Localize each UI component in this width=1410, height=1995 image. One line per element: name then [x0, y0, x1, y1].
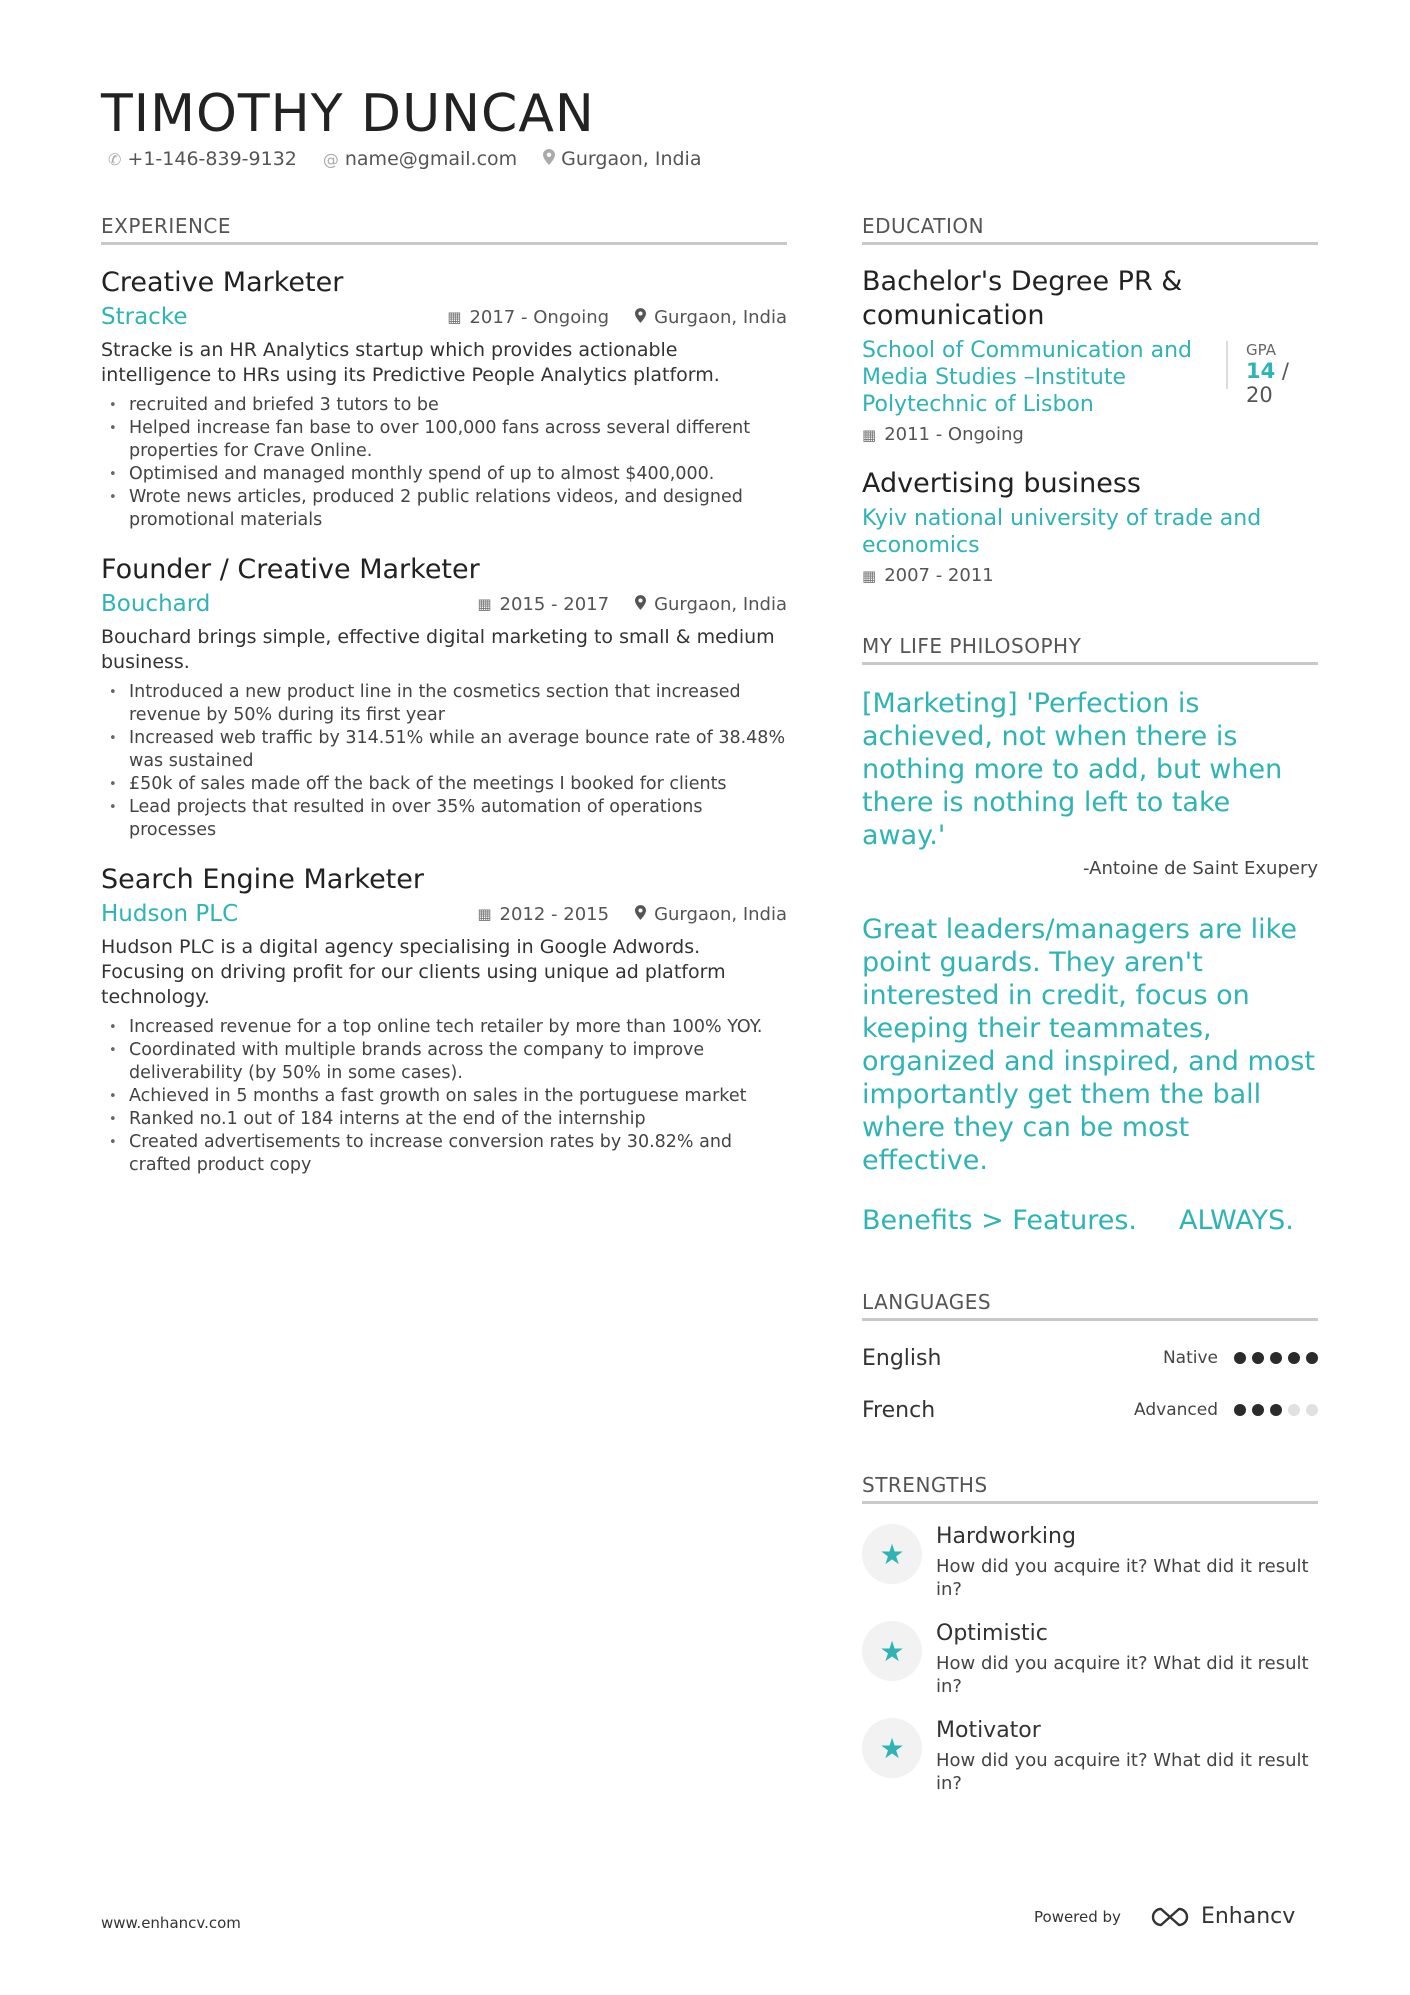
star-icon: ★ [862, 1718, 922, 1778]
at-icon: @ [322, 149, 339, 169]
enhancv-logo-icon [1147, 1906, 1193, 1928]
candidate-name: TIMOTHY DUNCAN [101, 84, 595, 144]
job-bullet: • Ranked no.1 out of 184 interns at the end of the internship [101, 1108, 787, 1131]
strength-description: How did you acquire it? What did it result in? [936, 1653, 1309, 1697]
location-pin-icon [635, 905, 646, 924]
experience-heading: EXPERIENCE [101, 214, 787, 245]
job-bullet: • Created advertisements to increase conversion rates by 30.82% and crafted product copy [101, 1131, 787, 1177]
job-title: Founder / Creative Marketer [101, 554, 480, 585]
job-bullets [101, 394, 787, 532]
strength-title: Hardworking [936, 1524, 1076, 1549]
job-bullet: • £50k of sales made off the back of the meetings I booked for clients [101, 773, 787, 796]
rating-dot-filled [1234, 1404, 1246, 1416]
strength-description: How did you acquire it? What did it result in? [936, 1556, 1309, 1600]
star-icon: ★ [862, 1524, 922, 1584]
company-name: Stracke [101, 304, 188, 330]
job-bullets [101, 1016, 787, 1177]
calendar-icon: ▦ [477, 595, 492, 613]
brand-name: Enhancv [1200, 1904, 1296, 1929]
strength-description: How did you acquire it? What did it result in? [936, 1750, 1309, 1794]
company-name: Bouchard [101, 591, 211, 617]
rating-dot-filled [1234, 1352, 1246, 1364]
language-level: Advanced [1134, 1400, 1218, 1420]
contact-phone [108, 148, 297, 170]
powered-by-text: Powered by [1034, 1907, 1121, 1926]
gpa-label: GPA [1246, 341, 1276, 359]
job-bullet: • Coordinated with multiple brands across the company to improve deliverability (by 50% in some cases). [101, 1039, 787, 1085]
job-description: Hudson PLC is a digital agency specialising in Google Adwords. Focusing on driving profit for our clients using unique ad platform technology. [101, 936, 726, 1008]
job-description: Stracke is an HR Analytics startup which provides actionable intelligence to HRs using its Predictive People Analytics platform. [101, 339, 720, 386]
strength-item [862, 1524, 1318, 1601]
job-bullet: • Helped increase fan base to over 100,000 fans across several different properties for Crave Online. [101, 417, 787, 463]
calendar-icon: ▦ [477, 905, 492, 923]
language-row [862, 1395, 1318, 1425]
philosophy-motto [862, 1205, 1318, 1236]
location-pin-icon [635, 595, 646, 614]
rating-dot-filled [1270, 1404, 1282, 1416]
footer-branding [1034, 1904, 1295, 1929]
job-dates: 2012 - 2015 [499, 903, 610, 925]
job-bullet: • Optimised and managed monthly spend of up to almost $400,000. [101, 463, 787, 486]
location-pin-icon [635, 308, 646, 327]
quote-author: -Antoine de Saint Exupery [1083, 858, 1318, 879]
language-name: English [862, 1345, 942, 1371]
enhancv-logo[interactable] [1147, 1904, 1295, 1929]
footer-website-link[interactable]: www.enhancv.com [101, 1914, 241, 1932]
left-column [101, 214, 787, 1177]
contact-email [323, 148, 517, 170]
strength-title: Motivator [936, 1718, 1041, 1743]
job-bullet: • Wrote news articles, produced 2 public relations videos, and designed promotional materials [101, 486, 787, 532]
language-name: French [862, 1397, 936, 1423]
strength-title: Optimistic [936, 1621, 1048, 1646]
education-dates: 2007 - 2011 [884, 565, 994, 586]
language-row [862, 1343, 1318, 1373]
phone-icon: ✆ [108, 149, 122, 169]
degree-title: Advertising business [862, 468, 1141, 499]
philosophy-quote: Great leaders/managers are like point guards. They aren't interested in credit, focus on keeping their teammates, organized and inspired, and most importantly get them the ball where they can be most effective. [862, 914, 1315, 1176]
location-pin-icon [543, 149, 555, 169]
job-meta [101, 304, 787, 330]
rating-dot-filled [1288, 1352, 1300, 1364]
language-level: Native [1162, 1348, 1218, 1368]
contact-location [543, 148, 701, 170]
job-dates: 2017 - Ongoing [469, 306, 610, 328]
job-bullet: • Introduced a new product line in the cosmetics section that increased revenue by 50% during its first year [101, 681, 787, 727]
job-bullet: • Increased web traffic by 314.51% while an average bounce rate of 38.48% was sustained [101, 727, 787, 773]
contact-bar [108, 148, 701, 170]
email-text: name@gmail.com [344, 148, 518, 170]
job-location: Gurgaon, India [654, 593, 787, 615]
job-entry [101, 554, 787, 842]
languages-heading: LANGUAGES [862, 1290, 1318, 1321]
phone-text: +1-146-839-9132 [127, 148, 297, 170]
job-location: Gurgaon, India [654, 903, 787, 925]
star-icon: ★ [862, 1621, 922, 1681]
rating-dot-filled [1306, 1352, 1318, 1364]
strengths-heading: STRENGTHS [862, 1473, 1318, 1504]
job-meta [101, 591, 787, 617]
gpa-max: / 20 [1246, 359, 1289, 407]
philosophy-heading: MY LIFE PHILOSOPHY [862, 634, 1318, 665]
gpa-block [1226, 341, 1318, 407]
strength-item [862, 1718, 1318, 1795]
calendar-icon: ▦ [447, 308, 462, 326]
rating-dot-filled [1252, 1352, 1264, 1364]
strength-item [862, 1621, 1318, 1698]
location-text: Gurgaon, India [561, 148, 702, 170]
gpa-value: 14 [1246, 359, 1276, 383]
job-description: Bouchard brings simple, effective digital marketing to small & medium business. [101, 626, 775, 673]
philosophy-quote: [Marketing] 'Perfection is achieved, not when there is nothing more to add, but when there is nothing left to take away.' [862, 688, 1283, 851]
right-column [862, 214, 1318, 1795]
motto-part: ALWAYS. [1178, 1205, 1294, 1236]
education-entry [862, 265, 1318, 445]
job-bullet: • Achieved in 5 months a fast growth on sales in the portuguese market [101, 1085, 787, 1108]
rating-dot-filled [1270, 1352, 1282, 1364]
job-bullet: • Lead projects that resulted in over 35% automation of operations processes [101, 796, 787, 842]
rating-dot-empty [1288, 1404, 1300, 1416]
job-meta [101, 901, 787, 927]
job-bullet: • recruited and briefed 3 tutors to be [101, 394, 787, 417]
school-name: School of Communication and Media Studies –Institute Polytechnic of Lisbon [862, 338, 1193, 417]
rating-dot-empty [1306, 1404, 1318, 1416]
job-location: Gurgaon, India [654, 306, 787, 328]
job-entry [101, 267, 787, 532]
language-rating [1234, 1352, 1318, 1364]
job-entry [101, 864, 787, 1177]
rating-dot-filled [1252, 1404, 1264, 1416]
language-rating [1234, 1404, 1318, 1416]
calendar-icon: ▦ [862, 566, 877, 585]
school-name: Kyiv national university of trade and economics [862, 506, 1262, 558]
calendar-icon: ▦ [862, 425, 877, 444]
job-bullets [101, 681, 787, 842]
company-name: Hudson PLC [101, 901, 239, 927]
job-title: Creative Marketer [101, 267, 344, 298]
job-bullet: • Increased revenue for a top online tech retailer by more than 100% YOY. [101, 1016, 787, 1039]
education-dates: 2011 - Ongoing [884, 424, 1024, 445]
education-entry [862, 467, 1318, 586]
job-dates: 2015 - 2017 [499, 593, 610, 615]
motto-part: Benefits > Features. [862, 1205, 1137, 1236]
job-title: Search Engine Marketer [101, 864, 424, 895]
degree-title: Bachelor's Degree PR & comunication [862, 266, 1183, 331]
education-heading: EDUCATION [862, 214, 1318, 245]
